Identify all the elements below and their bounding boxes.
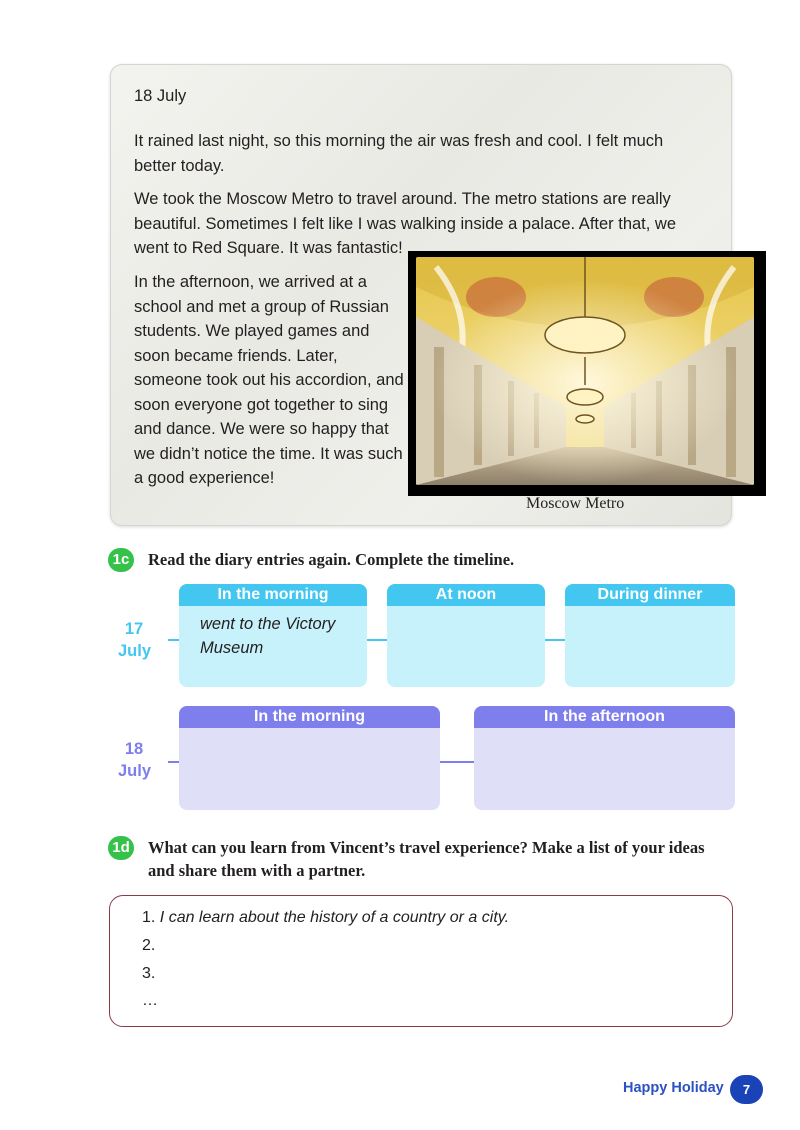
instruction-line: and share them with a partner.: [148, 861, 366, 880]
slot-answer: went to the Victory Museum: [200, 615, 336, 657]
timeline-slot-17-dinner[interactable]: [565, 584, 735, 687]
task-badge-1d: 1d: [108, 836, 134, 860]
timeline-day-17: [118, 618, 150, 662]
timeline-slot-18-afternoon[interactable]: [474, 706, 735, 810]
day-number: 17: [124, 620, 144, 638]
diary-paragraph: It rained last night, so this morning the air was fresh and cool. I felt much better today.: [134, 132, 664, 175]
day-number: 18: [124, 740, 144, 758]
photo-caption: Moscow Metro: [526, 495, 625, 512]
diary-date: 18 July: [134, 87, 187, 105]
timeline-connector: [544, 639, 566, 641]
idea-item-1: [142, 909, 509, 927]
task-badge-1c: 1c: [108, 548, 134, 572]
idea-item-2: 2.: [142, 937, 156, 954]
slot-label: During dinner: [565, 584, 735, 606]
idea-item-3: 3.: [142, 965, 156, 982]
idea-ellipsis: …: [142, 992, 158, 1009]
instruction-line: What can you learn from Vincent’s travel experience? Make a list of your ideas: [148, 838, 705, 857]
slot-label: In the morning: [179, 706, 440, 728]
diary-paragraph: In the afternoon, we arrived at a school and met a group of Russian students. We played games and soon became friends. Later, someone took out his accordion, and soon everyone got together to sing and dance. We were so happy that we didn’t notice the time. It was such a good experience!: [134, 273, 404, 487]
day-month: July: [118, 642, 152, 660]
timeline-slot-17-noon[interactable]: [387, 584, 545, 687]
task-1c-instruction: Read the diary entries again. Complete the timeline.: [148, 550, 515, 569]
idea-text: I can learn about the history of a country or a city.: [159, 909, 510, 926]
slot-label: At noon: [387, 584, 545, 606]
metro-hall-illustration: [416, 257, 754, 485]
timeline-connector: [439, 761, 475, 763]
timeline-day-18: [118, 738, 150, 782]
task-1d-instruction: [148, 836, 705, 882]
moscow-metro-photo: [408, 251, 766, 496]
footer-title: Happy Holiday: [623, 1080, 724, 1096]
day-month: July: [118, 762, 152, 780]
diary-paragraph: We took the Moscow Metro to travel around. The metro stations are really beautiful. Sometimes I felt like I was walking inside a palace. After that, we went to Red Square. It was fantastic!: [134, 190, 677, 257]
page-number: 7: [730, 1075, 763, 1104]
slot-label: In the afternoon: [474, 706, 735, 728]
slot-label: In the morning: [179, 584, 367, 606]
idea-number: 1.: [142, 909, 156, 926]
timeline-slot-18-morning[interactable]: [179, 706, 440, 810]
